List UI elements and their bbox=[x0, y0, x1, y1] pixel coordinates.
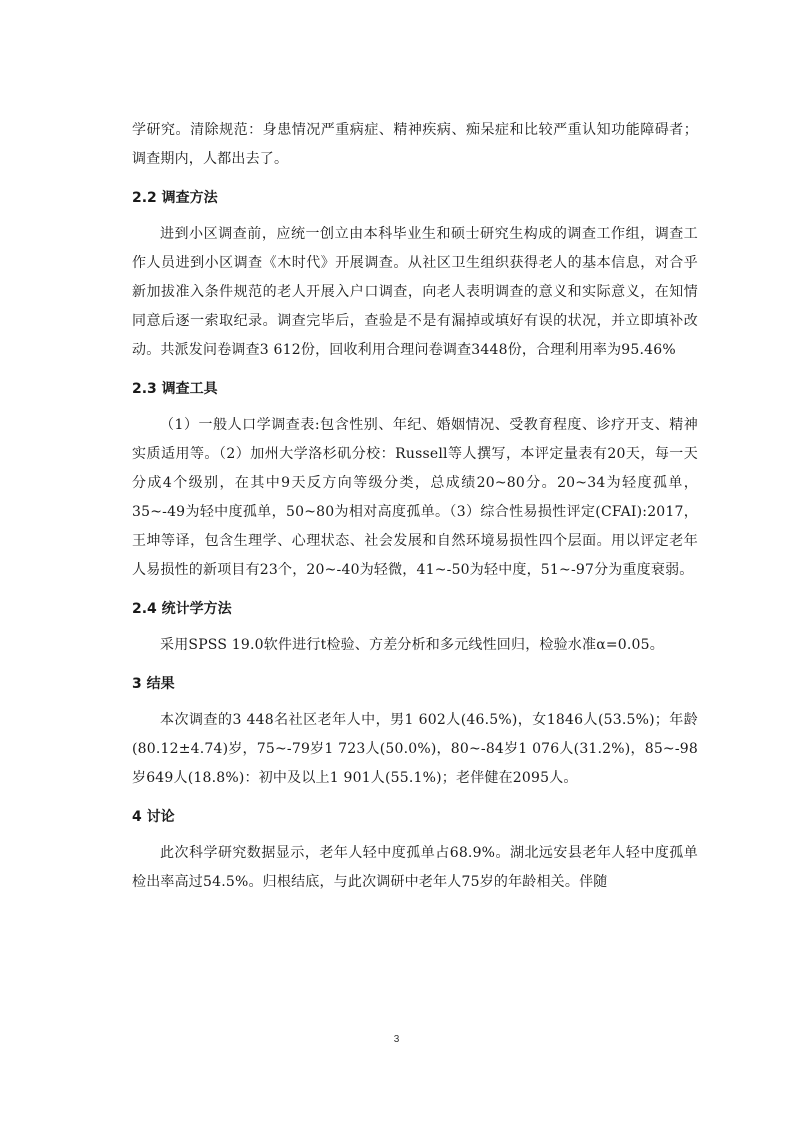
heading-survey-method: 2.2 调查方法 bbox=[132, 190, 218, 206]
paragraph-statistics: 采用SPSS 19.0软件进行t检验、方差分析和多元线性回归，检验水准α=0.05。 bbox=[160, 637, 664, 653]
heading-results: 3 结果 bbox=[132, 676, 175, 692]
heading-discussion: 4 讨论 bbox=[132, 809, 175, 825]
page-content bbox=[132, 116, 698, 897]
paragraph-survey-method: 进到小区调查前，应统一创立由本科毕业生和硕士研究生构成的调查工作组，调查工作人员进到小区调查《木时代》开展调查。从社区卫生组织获得老人的基本信息，对合乎新加拔准入条件规范的老人开展入户口调查，向老人表明调查的意义和实际意义，在知情同意后逐一索取纪录。调查完毕后，查验是不是有漏掉或填好有误的状况，并立即填补改动。共派发问卷调查3 612份，回收利用合理问卷调查3448份，合理利用率为95.46% bbox=[132, 226, 698, 358]
heading-survey-tools: 2.3 调查工具 bbox=[132, 381, 218, 397]
paragraph-results: 本次调查的3 448名社区老年人中，男1 602人(46.5%)，女1846人(53.5%)；年龄(80.12±4.74)岁，75~-79岁1 723人(50.0%)，80~-84岁1 076人(31.2%)，85~-98岁649人(18.8%)：初中及以上1 901人(55.1%)；老伴健在2095人。 bbox=[132, 712, 698, 786]
heading-statistics: 2.4 统计学方法 bbox=[132, 601, 232, 617]
paragraph-discussion: 此次科学研究数据显示，老年人轻中度孤单占68.9%。湖北远安县老年人轻中度孤单检出率高过54.5%。归根结底，与此次调研中老年人75岁的年龄相关。伴随 bbox=[132, 845, 698, 890]
page-number: 3 bbox=[393, 1034, 400, 1045]
paragraph-survey-tools: （1）一般人口学调查表:包含性别、年纪、婚姻情况、受教育程度、诊疗开支、精神实质适用等。（2）加州大学洛杉矶分校：Russell等人撰写，本评定量表有20天，每一天分成4个级别，在其中9天反方向等级分类，总成绩20~80分。20~34为轻度孤单，35~-49为轻中度孤单，50~80为相对高度孤单。（3）综合性易损性评定(CFAI):2017，王坤等译，包含生理学、心理状态、社会发展和自然环境易损性四个层面。用以评定老年人易损性的新项目有23个，20~-40为轻微，41~-50为轻中度，51~-97分为重度衰弱。 bbox=[132, 417, 698, 578]
paragraph-intro: 学研究。清除规范：身患情况严重病症、精神疾病、痴呆症和比较严重认知功能障碍者；调查期内，人都出去了。 bbox=[132, 122, 698, 167]
